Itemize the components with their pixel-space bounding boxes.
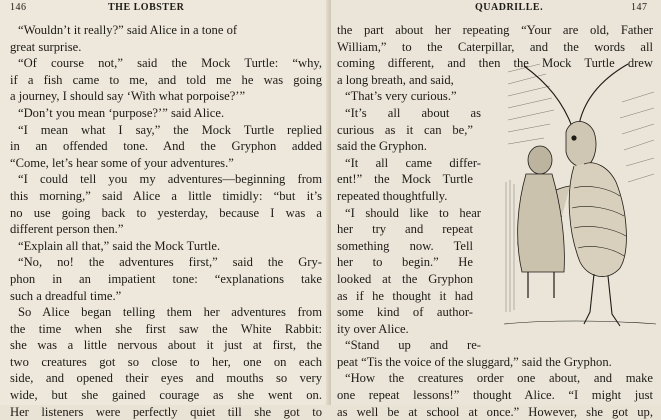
text-line: “Don’t you mean ‘purpose?’” said Alice.: [18, 105, 225, 120]
text-line: such a dreadful time.”: [10, 288, 122, 303]
text-line: one repeat lessons!” thought Alice. “I might just: [337, 388, 653, 403]
text-line: phon in an impatient tone: “explanations take: [10, 271, 322, 286]
text-line: “How the creatures order one about, and make: [345, 371, 653, 386]
text-line: if a fish came to me, and told me he was going: [10, 72, 322, 87]
text-line: “That’s very curious.”: [345, 89, 457, 104]
page-number-right: 147: [631, 2, 648, 13]
text-line: great surprise.: [10, 39, 82, 54]
text-line: “It all came differ-: [345, 155, 481, 170]
text-line: “I could tell you my adventures—beginning from: [18, 172, 322, 187]
text-line: different person then.”: [10, 222, 124, 237]
text-line: this morning,” said Alice a little timidly: “but it’s: [10, 188, 322, 203]
text-line: “Of course not,” said the Mock Turtle: “why,: [18, 56, 322, 71]
text-line: “Wouldn’t it really?” said Alice in a tone of: [18, 23, 238, 37]
page-number-left: 146: [10, 2, 27, 13]
text-line: she was a little nervous about it just at first, the: [10, 338, 322, 353]
antenna: [578, 64, 628, 130]
text-line: “Explain all that,” said the Mock Turtle.: [18, 238, 221, 253]
text-line: peat “Tis the voice of the sluggard,” said the Gryphon.: [337, 354, 612, 369]
text-line: “Come, let’s hear some of your adventures.”: [10, 155, 234, 170]
antenna: [524, 66, 574, 132]
text-line: looked at the Gryphon: [337, 271, 473, 286]
left-page-header: [0, 2, 331, 16]
text-line: the time when she first saw the White Rabbit:: [10, 321, 322, 336]
text-line: two creatures got so close to her, one on each: [10, 354, 322, 369]
left-page-body: [10, 22, 322, 420]
running-title-right: QUADRILLE.: [475, 2, 544, 13]
lobster-eye: [572, 136, 576, 140]
text-line: William,” to the Caterpillar, and the words all: [337, 39, 653, 54]
text-line: the part about her repeating “Your are old, Father: [337, 23, 653, 37]
text-line: side, and opened their eyes and mouths so very: [10, 371, 322, 386]
text-line: repeated thoughtfully.: [337, 188, 448, 203]
lobster-head: [566, 122, 596, 168]
text-line: a journey, I should say ‘With what porpoise?’”: [10, 89, 246, 104]
text-line: ity over Alice.: [337, 321, 409, 336]
text-line: no use going back to yesterday, because I was a: [10, 205, 322, 220]
text-line: in an offended tone. And the Gryphon added: [10, 139, 322, 154]
left-page: [0, 0, 331, 419]
ground: [504, 321, 656, 324]
text-line: “Stand up and re-: [345, 338, 481, 353]
text-line: her to begin.” He: [337, 255, 473, 270]
text-line: said the Gryphon.: [337, 139, 427, 154]
text-line: coming different, and then the Mock Turtle drew: [337, 56, 653, 71]
text-line: ent!” the Mock Turtle: [337, 172, 473, 187]
running-title-left: THE LOBSTER: [108, 2, 185, 13]
text-line: her try and repeat: [337, 222, 473, 237]
text-line: “I should like to hear: [345, 205, 481, 220]
lobster-body: [569, 163, 626, 277]
text-line: “It’s all about as: [345, 105, 481, 120]
text-line: Her listeners were perfectly quiet till she got to: [10, 404, 322, 419]
text-line: something now. Tell: [337, 238, 473, 253]
text-line: some kind of author-: [337, 305, 473, 320]
text-line: as well be at school at once.” However, she got up,: [337, 404, 653, 419]
right-page-header: [331, 2, 661, 16]
text-line: curious as it can be,”: [337, 122, 473, 137]
alice-figure: [518, 146, 565, 298]
text-line: So Alice began telling them her adventures from: [18, 305, 322, 320]
lobster-legs: [584, 274, 620, 326]
right-page: [331, 0, 661, 419]
lobster-illustration: [504, 62, 656, 332]
text-line: “No, no! the adventures first,” said the Gry-: [18, 255, 322, 270]
text-line: as if he thought it had: [337, 288, 473, 303]
text-line: “I mean what I say,” the Mock Turtle replied: [18, 122, 322, 137]
text-line: a long breath, and said,: [337, 72, 454, 87]
text-line: wide, but she gained courage as she went on.: [10, 388, 322, 403]
